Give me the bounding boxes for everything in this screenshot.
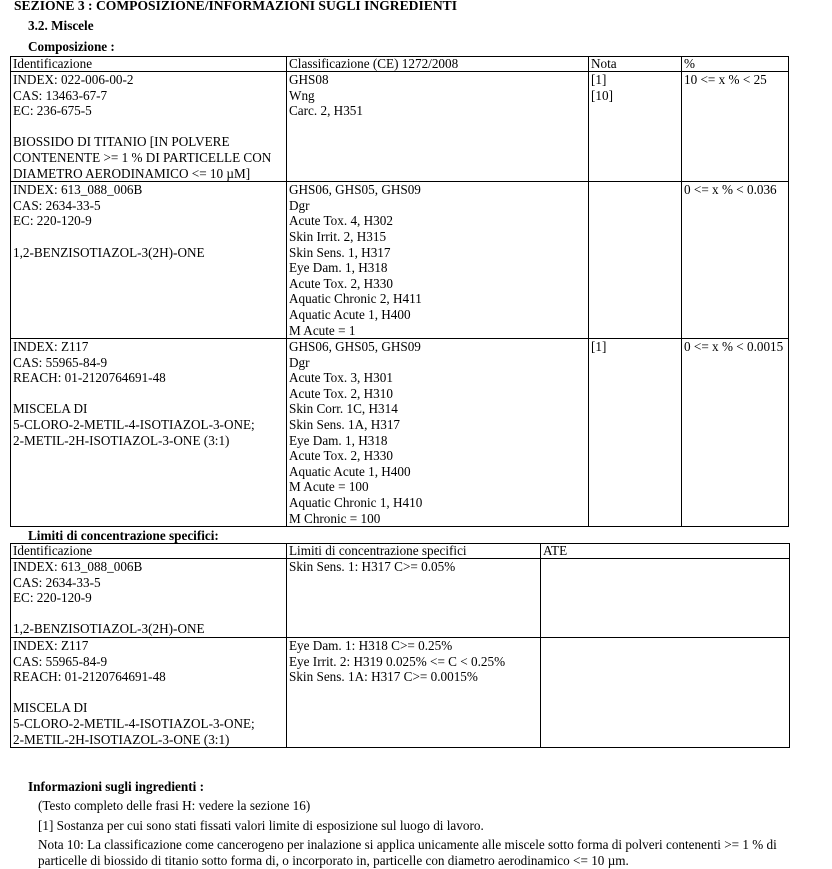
- table-row: [11, 72, 789, 182]
- spacer: [13, 119, 286, 135]
- header-percent: %: [682, 57, 789, 72]
- percent-value: 10 <= x % < 25: [684, 72, 767, 87]
- nota-line: [10]: [591, 87, 613, 103]
- header-limiti: Limiti di concentrazione specifici: [287, 544, 541, 559]
- ident-line: CAS: 2634-33-5: [13, 574, 101, 590]
- limits-line: Eye Dam. 1: H318 C>= 0.25%: [289, 637, 453, 653]
- classif-line: Skin Sens. 1, H317: [289, 244, 391, 260]
- classif-line: Acute Tox. 2, H330: [289, 448, 393, 464]
- classif-line: Dgr: [289, 354, 310, 370]
- classif-line: Skin Irrit. 2, H315: [289, 228, 387, 244]
- classif-line: GHS06, GHS05, GHS09: [289, 339, 421, 355]
- limits-line: Skin Sens. 1: H317 C>= 0.05%: [289, 559, 456, 574]
- ident-line: CAS: 2634-33-5: [13, 197, 101, 213]
- classif-line: Dgr: [289, 197, 310, 213]
- spacer: [13, 685, 286, 701]
- ident-cell: [11, 182, 287, 339]
- info-line: (Testo completo delle frasi H: vedere la sezione 16): [38, 798, 311, 813]
- header-identificazione: Identificazione: [11, 544, 287, 559]
- limits-label: Limiti di concentrazione specifici:: [28, 528, 219, 543]
- ident-line: EC: 220-120-9: [13, 213, 92, 229]
- nota-line: [1]: [591, 339, 607, 355]
- ident-line: 1,2-BENZISOTIAZOL-3(2H)-ONE: [13, 621, 205, 637]
- table-row: [11, 559, 790, 638]
- header-classificazione: Classificazione (CE) 1272/2008: [287, 57, 589, 72]
- ident-line: CAS: 13463-67-7: [13, 87, 108, 103]
- classif-line: M Chronic = 100: [289, 510, 381, 526]
- subsection-title: 3.2. Miscele: [28, 18, 94, 33]
- spacer: [13, 386, 286, 402]
- nota-cell: [589, 182, 682, 339]
- classif-line: Aquatic Chronic 2, H411: [289, 291, 422, 307]
- ident-cell: [11, 637, 287, 747]
- limits-cell: [287, 637, 541, 747]
- classif-line: Acute Tox. 2, H310: [289, 385, 393, 401]
- ident-line: INDEX: 613_088_006B: [13, 182, 143, 198]
- classif-line: Acute Tox. 2, H330: [289, 275, 393, 291]
- ident-line: MISCELA DI: [13, 700, 88, 716]
- ident-line: BIOSSIDO DI TITANIO [IN POLVERE: [13, 134, 230, 150]
- header-nota: Nota: [589, 57, 682, 72]
- table-row: [11, 339, 789, 527]
- ident-line: CAS: 55965-84-9: [13, 354, 108, 370]
- classif-line: Skin Sens. 1A, H317: [289, 417, 401, 433]
- ident-line: 2-METIL-2H-ISOTIAZOL-3-ONE (3:1): [13, 731, 230, 747]
- classif-line: Skin Corr. 1C, H314: [289, 401, 398, 417]
- ident-line: CONTENENTE >= 1 % DI PARTICELLE CON: [13, 149, 272, 165]
- ident-line: CAS: 55965-84-9: [13, 653, 108, 669]
- ident-cell: [11, 339, 287, 527]
- classif-line: Aquatic Chronic 1, H410: [289, 495, 423, 511]
- classif-cell: [287, 72, 589, 182]
- ident-cell: [11, 72, 287, 182]
- nota-line: [1]: [591, 72, 607, 87]
- classif-line: Wng: [289, 87, 315, 103]
- limits-cell: [287, 559, 541, 638]
- ident-line: INDEX: Z117: [13, 339, 89, 355]
- ident-line: MISCELA DI: [13, 401, 88, 417]
- limits-line: Eye Irrit. 2: H319 0.025% <= C < 0.25%: [289, 653, 506, 669]
- table-row: [11, 637, 790, 747]
- spacer: [13, 229, 286, 245]
- info-line: [1] Sostanza per cui sono stati fissati valori limite di esposizione sul luogo di lavoro.: [38, 818, 484, 833]
- ident-line: EC: 220-120-9: [13, 590, 92, 606]
- ident-line: 2-METIL-2H-ISOTIAZOL-3-ONE (3:1): [13, 432, 230, 448]
- ident-line: 5-CLORO-2-METIL-4-ISOTIAZOL-3-ONE;: [13, 417, 255, 433]
- ident-cell: [11, 559, 287, 638]
- limits-table: [10, 543, 790, 748]
- limits-line: Skin Sens. 1A: H317 C>= 0.0015%: [289, 669, 478, 685]
- percent-cell: [682, 339, 789, 527]
- ident-line: EC: 236-675-5: [13, 103, 92, 119]
- nota-cell: [589, 339, 682, 527]
- classif-line: Carc. 2, H351: [289, 103, 363, 119]
- classif-line: Eye Dam. 1, H318: [289, 432, 388, 448]
- ate-cell: [541, 637, 790, 747]
- percent-value: 0 <= x % < 0.036: [684, 182, 777, 198]
- ident-line: REACH: 01-2120764691-48: [13, 669, 166, 685]
- classif-line: GHS08: [289, 72, 329, 87]
- composition-header-row: [11, 57, 789, 72]
- nota-cell: [589, 72, 682, 182]
- composition-table: [10, 56, 789, 527]
- classif-line: M Acute = 1: [289, 322, 356, 338]
- limits-header-row: [11, 544, 790, 559]
- percent-cell: [682, 182, 789, 339]
- classif-cell: [287, 339, 589, 527]
- classif-line: Acute Tox. 3, H301: [289, 370, 393, 386]
- classif-line: Aquatic Acute 1, H400: [289, 463, 411, 479]
- classif-cell: [287, 182, 589, 339]
- classif-line: Acute Tox. 4, H302: [289, 213, 393, 229]
- percent-value: 0 <= x % < 0.0015: [684, 339, 784, 355]
- ident-line: DIAMETRO AERODINAMICO <= 10 µM]: [13, 165, 251, 181]
- header-ate: ATE: [541, 544, 790, 559]
- ident-line: INDEX: 022-006-00-2: [13, 72, 134, 87]
- ident-line: 5-CLORO-2-METIL-4-ISOTIAZOL-3-ONE;: [13, 715, 255, 731]
- classif-line: Aquatic Acute 1, H400: [289, 306, 411, 322]
- header-identificazione: Identificazione: [11, 57, 287, 72]
- percent-cell: [682, 72, 789, 182]
- note10-line: particelle di biossido di titanio sotto forma di, o incorporato in, particelle con diametro aerodinamico <= 10 µm.: [38, 853, 629, 868]
- composition-label: Composizione :: [28, 39, 115, 54]
- ident-line: 1,2-BENZISOTIAZOL-3(2H)-ONE: [13, 244, 205, 260]
- ident-line: REACH: 01-2120764691-48: [13, 370, 166, 386]
- note10-line: Nota 10: La classificazione come cancerogeno per inalazione si applica unicamente alle miscele sotto forma di polveri contenenti >= 1 % di: [38, 837, 777, 852]
- ate-cell: [541, 559, 790, 638]
- classif-line: Eye Dam. 1, H318: [289, 260, 388, 276]
- classif-line: GHS06, GHS05, GHS09: [289, 182, 421, 198]
- spacer: [13, 606, 286, 622]
- ident-line: INDEX: 613_088_006B: [13, 559, 143, 574]
- section-title: SEZIONE 3 : COMPOSIZIONE/INFORMAZIONI SUGLI INGREDIENTI: [14, 0, 458, 13]
- classif-line: M Acute = 100: [289, 479, 369, 495]
- table-row: [11, 182, 789, 339]
- info-label: Informazioni sugli ingredienti :: [28, 779, 204, 794]
- ident-line: INDEX: Z117: [13, 637, 89, 653]
